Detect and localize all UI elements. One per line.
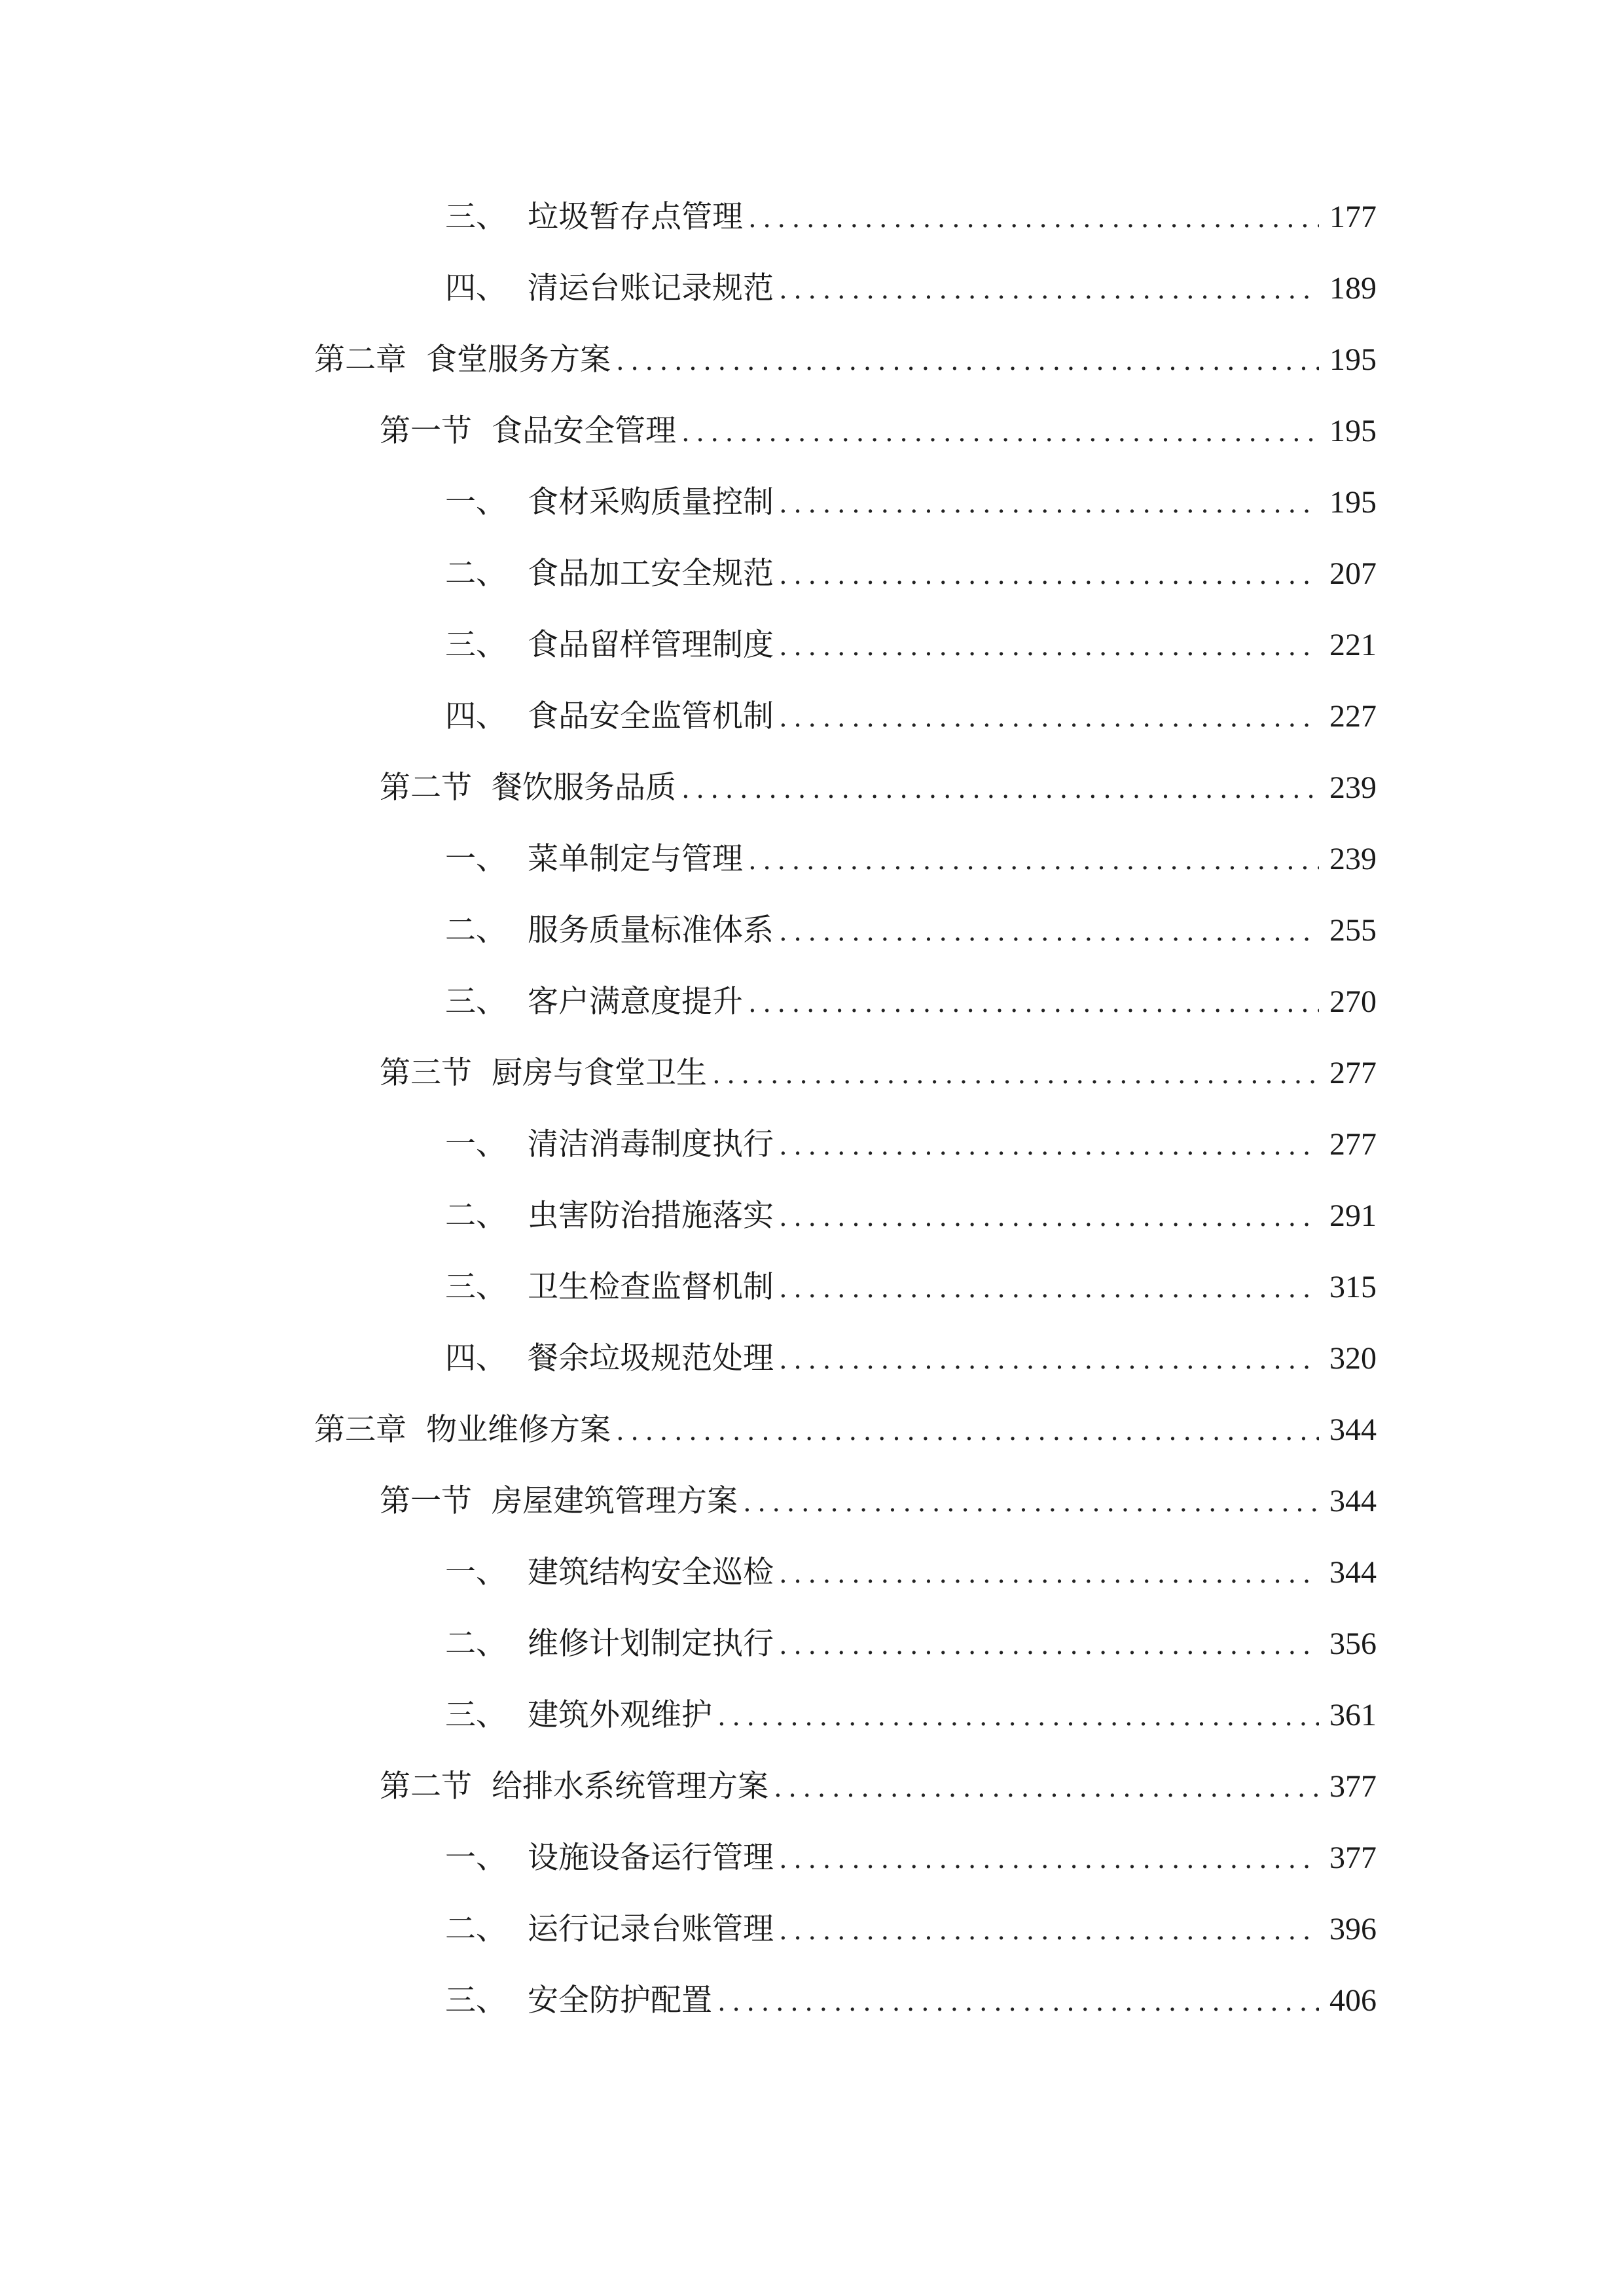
toc-row[interactable] bbox=[445, 480, 1377, 526]
toc-row-prefix: 第二章 bbox=[314, 342, 406, 378]
toc-row-title: 食品留样管理制度 bbox=[528, 627, 774, 663]
toc-row-title: 卫生检查监督机制 bbox=[528, 1269, 774, 1305]
toc-row-prefix: 二、 bbox=[445, 556, 507, 592]
toc-row-page: 239 bbox=[1329, 770, 1377, 805]
toc-row-title: 菜单制定与管理 bbox=[528, 841, 743, 877]
toc-dot-leader bbox=[616, 1406, 1319, 1454]
toc-row-page: 377 bbox=[1329, 1840, 1377, 1875]
toc-row[interactable] bbox=[380, 765, 1377, 811]
toc-row-title: 服务质量标准体系 bbox=[528, 912, 774, 948]
toc-row-page: 315 bbox=[1329, 1270, 1377, 1304]
toc-row-prefix: 一、 bbox=[445, 1840, 507, 1876]
toc-dot-leader bbox=[779, 1263, 1319, 1312]
toc-row[interactable] bbox=[445, 1907, 1377, 1952]
toc-dot-leader bbox=[774, 1763, 1319, 1811]
toc-row[interactable] bbox=[314, 1407, 1377, 1453]
toc-dot-leader bbox=[712, 1049, 1319, 1098]
toc-dot-leader bbox=[779, 1549, 1319, 1597]
toc-row-page: 396 bbox=[1329, 1912, 1377, 1946]
toc-row-prefix: 四、 bbox=[445, 270, 507, 306]
toc-dot-leader bbox=[779, 1335, 1319, 1383]
toc-row-prefix: 第一节 bbox=[380, 413, 472, 449]
toc-row[interactable] bbox=[445, 1835, 1377, 1881]
toc-row-title: 设施设备运行管理 bbox=[528, 1840, 774, 1876]
toc-row-title: 食品安全管理 bbox=[492, 413, 676, 449]
toc-row[interactable] bbox=[380, 1050, 1377, 1096]
toc-row[interactable] bbox=[445, 1978, 1377, 2024]
toc-dot-leader bbox=[743, 1477, 1319, 1526]
toc-dot-leader bbox=[779, 1192, 1319, 1240]
toc-row-title: 建筑外观维护 bbox=[528, 1697, 712, 1733]
toc-dot-leader bbox=[779, 1834, 1319, 1882]
toc-row-prefix: 第二节 bbox=[380, 770, 472, 806]
toc-row[interactable] bbox=[445, 194, 1377, 240]
toc-row-prefix: 一、 bbox=[445, 484, 507, 520]
toc-row-page: 270 bbox=[1329, 984, 1377, 1019]
toc-dot-leader bbox=[681, 407, 1319, 456]
toc-row-prefix: 一、 bbox=[445, 1554, 507, 1590]
toc-row-title: 物业维修方案 bbox=[426, 1412, 611, 1448]
toc-row-page: 227 bbox=[1329, 699, 1377, 734]
toc-row-page: 361 bbox=[1329, 1698, 1377, 1732]
toc-dot-leader bbox=[717, 1977, 1319, 2025]
toc-row[interactable] bbox=[445, 979, 1377, 1025]
toc-dot-leader bbox=[748, 978, 1319, 1026]
toc-dot-leader bbox=[779, 550, 1319, 598]
toc-row-title: 食品安全监管机制 bbox=[528, 698, 774, 734]
toc-row-title: 维修计划制定执行 bbox=[528, 1626, 774, 1662]
toc-dot-leader bbox=[616, 336, 1319, 384]
toc-row-prefix: 第三章 bbox=[314, 1412, 406, 1448]
toc-row[interactable] bbox=[445, 622, 1377, 668]
toc-row-title: 食材采购质量控制 bbox=[528, 484, 774, 520]
toc-row-prefix: 三、 bbox=[445, 1982, 507, 2018]
toc-row-page: 344 bbox=[1329, 1555, 1377, 1590]
toc-row-title: 餐饮服务品质 bbox=[492, 770, 676, 806]
toc-row[interactable] bbox=[445, 836, 1377, 882]
toc-row-title: 餐余垃圾规范处理 bbox=[528, 1340, 774, 1376]
toc-row-prefix: 一、 bbox=[445, 841, 507, 877]
toc-row-title: 垃圾暂存点管理 bbox=[528, 199, 743, 235]
toc-row-title: 清运台账记录规范 bbox=[528, 270, 774, 306]
toc-dot-leader bbox=[779, 692, 1319, 741]
toc-row-title: 厨房与食堂卫生 bbox=[492, 1055, 707, 1091]
toc-row-page: 406 bbox=[1329, 1983, 1377, 2018]
toc-row[interactable] bbox=[380, 1764, 1377, 1810]
toc-row[interactable] bbox=[445, 1193, 1377, 1239]
toc-row-page: 189 bbox=[1329, 271, 1377, 306]
toc-row-prefix: 三、 bbox=[445, 984, 507, 1020]
toc-row-prefix: 二、 bbox=[445, 1198, 507, 1234]
toc-row-page: 356 bbox=[1329, 1626, 1377, 1661]
toc-dot-leader bbox=[779, 621, 1319, 670]
toc-row-title: 房屋建筑管理方案 bbox=[492, 1483, 738, 1519]
toc-row-page: 344 bbox=[1329, 1412, 1377, 1447]
toc-dot-leader bbox=[748, 835, 1319, 884]
toc-row-page: 207 bbox=[1329, 556, 1377, 591]
toc-row[interactable] bbox=[445, 1550, 1377, 1596]
toc-row-title: 客户满意度提升 bbox=[528, 984, 743, 1020]
toc-row-prefix: 四、 bbox=[445, 698, 507, 734]
toc-dot-leader bbox=[748, 193, 1319, 242]
toc-row-page: 277 bbox=[1329, 1056, 1377, 1090]
toc-dot-leader bbox=[681, 764, 1319, 812]
toc-row-title: 虫害防治措施落实 bbox=[528, 1198, 774, 1234]
toc-dot-leader bbox=[779, 1620, 1319, 1668]
toc-row[interactable] bbox=[445, 266, 1377, 312]
toc-row[interactable] bbox=[445, 1122, 1377, 1168]
toc-dot-leader bbox=[779, 1121, 1319, 1169]
toc-row-prefix: 四、 bbox=[445, 1340, 507, 1376]
toc-row-title: 食品加工安全规范 bbox=[528, 556, 774, 592]
toc-row-prefix: 第二节 bbox=[380, 1768, 472, 1804]
toc-dot-leader bbox=[779, 1905, 1319, 1954]
toc-row-page: 255 bbox=[1329, 913, 1377, 948]
toc-row[interactable] bbox=[445, 551, 1377, 597]
toc-row-prefix: 第一节 bbox=[380, 1483, 472, 1519]
toc-row[interactable] bbox=[380, 1479, 1377, 1524]
toc-row-page: 291 bbox=[1329, 1198, 1377, 1233]
toc-row[interactable] bbox=[445, 1621, 1377, 1667]
toc-row-prefix: 一、 bbox=[445, 1126, 507, 1162]
toc-row-page: 195 bbox=[1329, 342, 1377, 377]
toc-row-prefix: 第三节 bbox=[380, 1055, 472, 1091]
toc-row[interactable] bbox=[445, 908, 1377, 954]
toc-row-title: 运行记录台账管理 bbox=[528, 1911, 774, 1947]
toc-row-prefix: 二、 bbox=[445, 1911, 507, 1947]
toc-dot-leader bbox=[717, 1691, 1319, 1740]
toc-row[interactable] bbox=[445, 1265, 1377, 1310]
toc-row-title: 建筑结构安全巡检 bbox=[528, 1554, 774, 1590]
toc-row-page: 344 bbox=[1329, 1484, 1377, 1518]
toc-row-page: 377 bbox=[1329, 1769, 1377, 1804]
toc-row-prefix: 二、 bbox=[445, 912, 507, 948]
toc-row-title: 给排水系统管理方案 bbox=[492, 1768, 768, 1804]
toc-row[interactable] bbox=[380, 408, 1377, 454]
toc-row-prefix: 二、 bbox=[445, 1626, 507, 1662]
toc-row-page: 195 bbox=[1329, 414, 1377, 448]
toc-row[interactable] bbox=[445, 1693, 1377, 1738]
toc-row[interactable] bbox=[314, 337, 1377, 383]
toc-row[interactable] bbox=[445, 694, 1377, 740]
toc-dot-leader bbox=[779, 906, 1319, 955]
toc-dot-leader bbox=[779, 264, 1319, 313]
toc-row-title: 清洁消毒制度执行 bbox=[528, 1126, 774, 1162]
toc-row-page: 177 bbox=[1329, 200, 1377, 234]
toc-row-prefix: 三、 bbox=[445, 1697, 507, 1733]
toc-row-prefix: 三、 bbox=[445, 627, 507, 663]
toc-row[interactable] bbox=[445, 1336, 1377, 1382]
toc-row-prefix: 三、 bbox=[445, 199, 507, 235]
toc-row-page: 221 bbox=[1329, 628, 1377, 662]
toc-row-page: 239 bbox=[1329, 842, 1377, 876]
toc-row-prefix: 三、 bbox=[445, 1269, 507, 1305]
toc-row-page: 277 bbox=[1329, 1127, 1377, 1162]
toc-row-title: 食堂服务方案 bbox=[426, 342, 611, 378]
toc-row-page: 320 bbox=[1329, 1341, 1377, 1376]
toc-dot-leader bbox=[779, 478, 1319, 527]
toc-row-page: 195 bbox=[1329, 485, 1377, 520]
toc-row-title: 安全防护配置 bbox=[528, 1982, 712, 2018]
